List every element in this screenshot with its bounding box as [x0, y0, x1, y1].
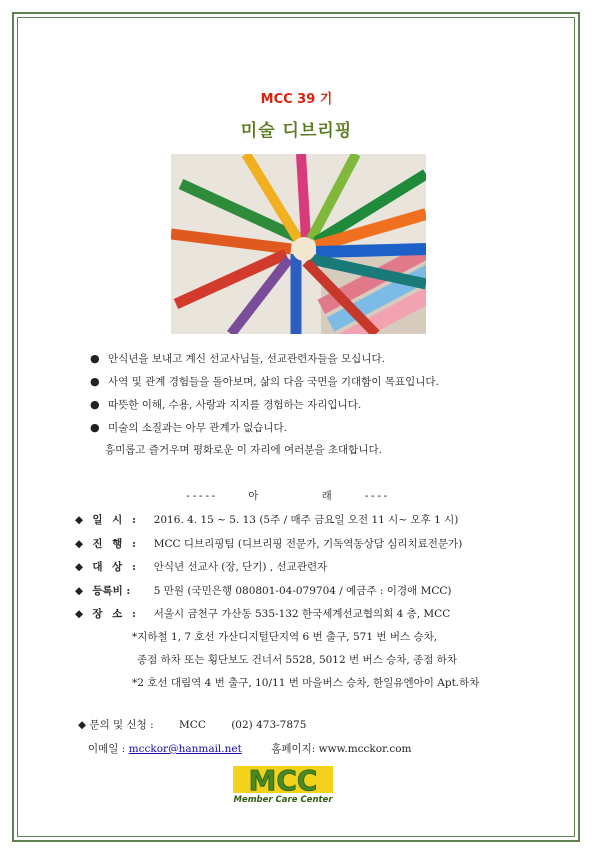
bullet-icon: ●: [90, 375, 100, 388]
colored-pencils-photo: [171, 154, 426, 334]
bullet-icon: ●: [90, 352, 100, 365]
diamond-icon: ◆: [75, 561, 84, 573]
detail-label: 진 행 :: [92, 538, 139, 550]
list-item: ● 사역 및 관계 경험들을 돌아보며, 삶의 다음 국면을 기대함이 목표입니다.: [90, 375, 439, 388]
detail-label: 장 소 :: [92, 608, 139, 620]
detail-facilitator: [75, 536, 462, 551]
bullet-icon: ●: [90, 398, 100, 411]
mcc-logo: [229, 764, 337, 806]
homepage-label: 홈페이지:: [271, 743, 316, 755]
diamond-icon: ◆: [75, 608, 84, 620]
detail-label: 대 상 :: [92, 561, 139, 573]
contact-name: MCC: [179, 719, 206, 731]
intro-bullet-list: [90, 352, 560, 444]
detail-label: 등록비 :: [92, 585, 131, 597]
page-title: 미술 디브리핑: [240, 121, 353, 141]
diamond-icon: ◆: [75, 514, 84, 526]
detail-value: 안식년 선교사 (장, 단기) , 선교관련자: [153, 561, 328, 573]
diamond-icon: ◆: [75, 585, 84, 597]
list-item: ● 따뜻한 이해, 수용, 사랑과 지지를 경험하는 자리입니다.: [90, 398, 362, 411]
detail-audience: [75, 559, 327, 574]
diamond-icon: ◆: [75, 538, 84, 550]
svg-text:MCC: MCC: [248, 764, 318, 797]
list-item: ● 안식년을 보내고 계신 선교사님들, 선교관련자들을 모십니다.: [90, 352, 385, 365]
detail-location: [75, 606, 450, 621]
email-label: 이메일 :: [88, 743, 126, 755]
detail-label: 일 시 :: [92, 514, 139, 526]
email-link[interactable]: mcckor@hanmail.net: [128, 743, 242, 755]
detail-fee: [75, 583, 452, 598]
invitation-text: 흥미롭고 즐거우며 평화로운 이 자리에 여러분을 초대합니다.: [105, 444, 382, 456]
direction-line: *지하철 1, 7 호선 가산디지털단지역 6 번 출구, 571 번 버스 승차,: [132, 631, 438, 643]
direction-line: 종점 하차 또는 횡단보도 건너서 5528, 5012 번 버스 승차, 종점 하차: [137, 654, 457, 666]
detail-value: 2016. 4. 15 ~ 5. 13 (5주 / 매주 금요일 오전 11 시~ 오후 1 시): [153, 514, 459, 526]
detail-value: 5 만원 (국민은행 080801-04-079704 / 예금주 : 이경애 MCC): [153, 585, 452, 597]
homepage-url: www.mcckor.com: [318, 743, 412, 755]
contact-label: 문의 및 신청 :: [89, 719, 154, 731]
list-item: ● 미술의 소질과는 아무 관계가 없습니다.: [90, 421, 287, 434]
contact-phone: (02) 473-7875: [231, 719, 307, 731]
detail-value: 서울시 금천구 가산동 535-132 한국세계선교협의회 4 층, MCC: [153, 608, 451, 620]
direction-line: *2 호선 대림역 4 번 출구, 10/11 번 마을버스 승차, 한일유엔아이 Apt.하차: [132, 677, 480, 689]
detail-schedule: [75, 512, 458, 527]
svg-text:Member Care Center: Member Care Center: [233, 795, 333, 805]
edition-label: MCC 39 기: [260, 92, 333, 107]
contact-line: [78, 717, 306, 732]
detail-value: MCC 디브리핑팀 (디브리핑 전문가, 기독역동상담 심리치료전문가): [153, 538, 463, 550]
section-divider: ----- 아 래 ----: [185, 490, 389, 502]
email-homepage-line: [88, 741, 411, 756]
diamond-icon: ◆: [78, 719, 87, 731]
bullet-icon: ●: [90, 421, 100, 434]
